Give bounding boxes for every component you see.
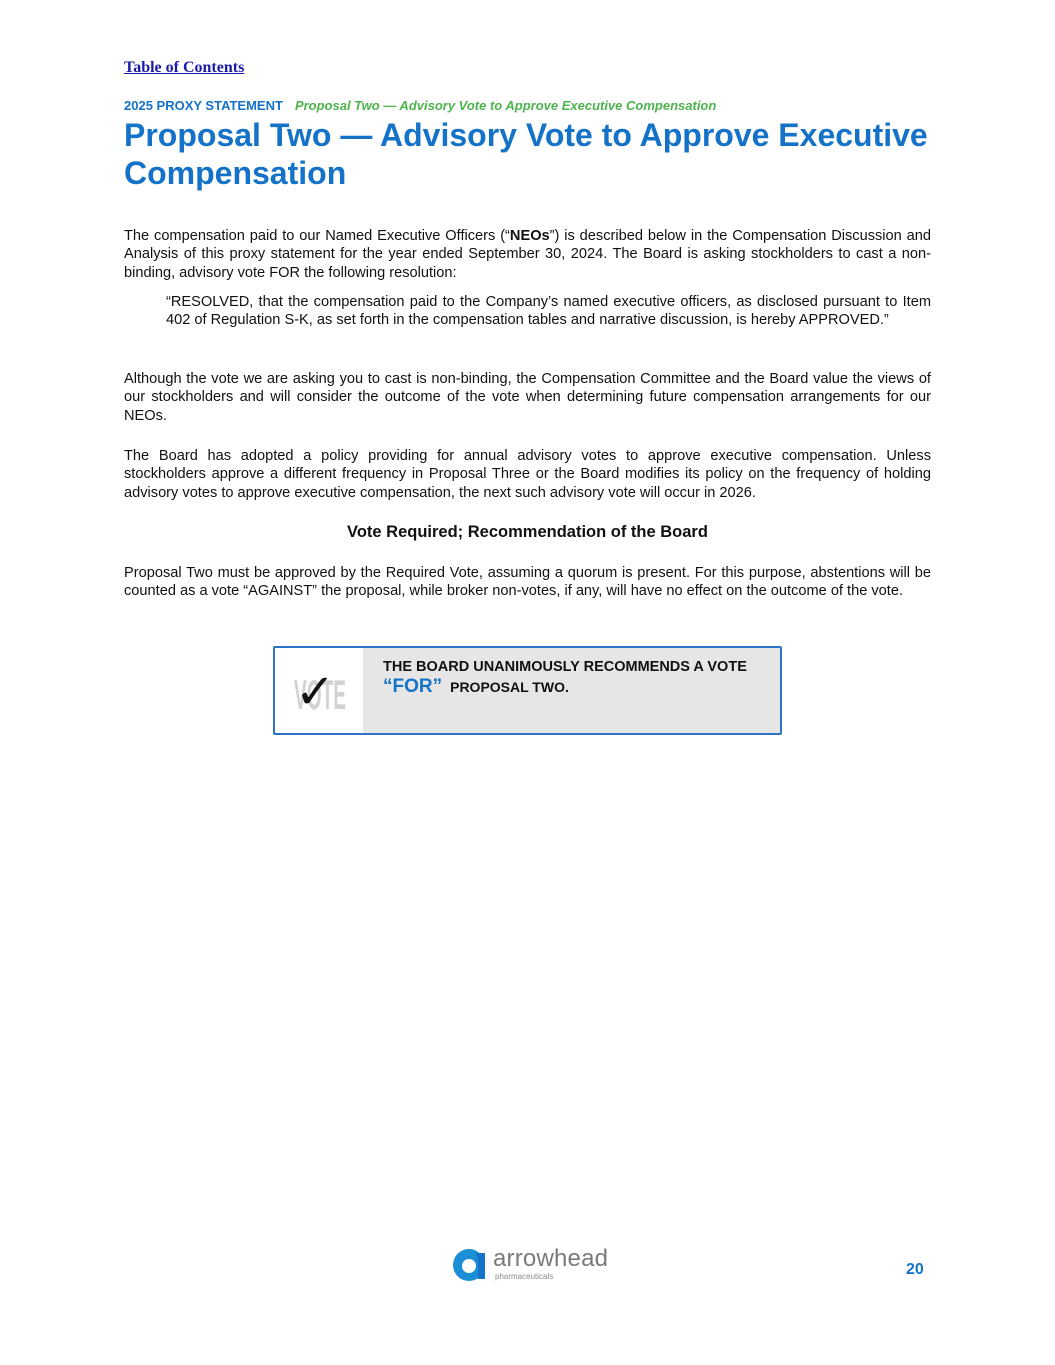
table-of-contents-link[interactable]: Table of Contents xyxy=(124,59,245,76)
page-number: 20 xyxy=(906,1261,924,1278)
vote-required-heading: Vote Required; Recommendation of the Board xyxy=(347,523,708,541)
intro-text-after: ”) is described below in the Compensation Discussion and Analysis of this proxy statement for the year ended September 30, 2024. The Board is asking stockholders to cast a non-binding, advisory vote FOR the following resolution: xyxy=(124,228,931,281)
logo-wordmark: arrowhead xyxy=(493,1245,609,1272)
nonbinding-paragraph: Although the vote we are asking you to cast is non-binding, the Compensation Committee and the Board value the views of our stockholders and will consider the outcome of the vote when determining future compensation arrangements for our NEOs. xyxy=(124,371,931,424)
resolution-quote: “RESOLVED, that the compensation paid to the Company’s named executive officers, as disclosed pursuant to Item 402 of Regulation S-K, as set forth in the compensation tables and narrative discussion, is hereby APPROVED.” xyxy=(166,294,931,329)
logo-subtitle: pharmaceuticals xyxy=(495,1272,554,1281)
section-label: Proposal Two — Advisory Vote to Approve Executive Compensation xyxy=(294,98,717,113)
page-title: Proposal Two — Advisory Vote to Approve Executive Compensation xyxy=(124,117,928,191)
arrowhead-logo xyxy=(452,1245,609,1284)
vote-checkmark-icon xyxy=(275,648,363,733)
vote-for-word: “FOR” xyxy=(383,676,443,697)
check-glyph: ✓ xyxy=(295,664,336,720)
vote-graphic-word: VOTE xyxy=(294,671,346,718)
recommendation-proposal: PROPOSAL TWO. xyxy=(450,679,569,695)
policy-paragraph: The Board has adopted a policy providing for annual advisory votes to approve executive compensation. Unless stockholders approve a different frequency in Proposal Three or the Board modifies its policy on the frequency of holding advisory votes to approve executive compensation, the next such advisory vote will occur in 2026. xyxy=(124,448,931,501)
board-recommendation-box xyxy=(273,646,782,735)
document-label: 2025 PROXY STATEMENT xyxy=(124,98,283,113)
intro-text-before: The compensation paid to our Named Executive Officers (“ xyxy=(124,228,510,244)
recommendation-text xyxy=(383,658,778,699)
recommendation-line1: THE BOARD UNANIMOUSLY RECOMMENDS A VOTE xyxy=(383,659,747,675)
running-header xyxy=(124,98,716,113)
arrowhead-logo-icon xyxy=(452,1248,492,1282)
required-vote-paragraph: Proposal Two must be approved by the Required Vote, assuming a quorum is present. For this purpose, abstentions will be counted as a vote “AGAINST” the proposal, while broker non-votes, if any, will have no effect on the outcome of the vote. xyxy=(124,565,931,600)
neos-term: NEOs xyxy=(509,228,550,244)
intro-paragraph xyxy=(124,227,931,282)
recommendation-line2 xyxy=(383,676,778,699)
